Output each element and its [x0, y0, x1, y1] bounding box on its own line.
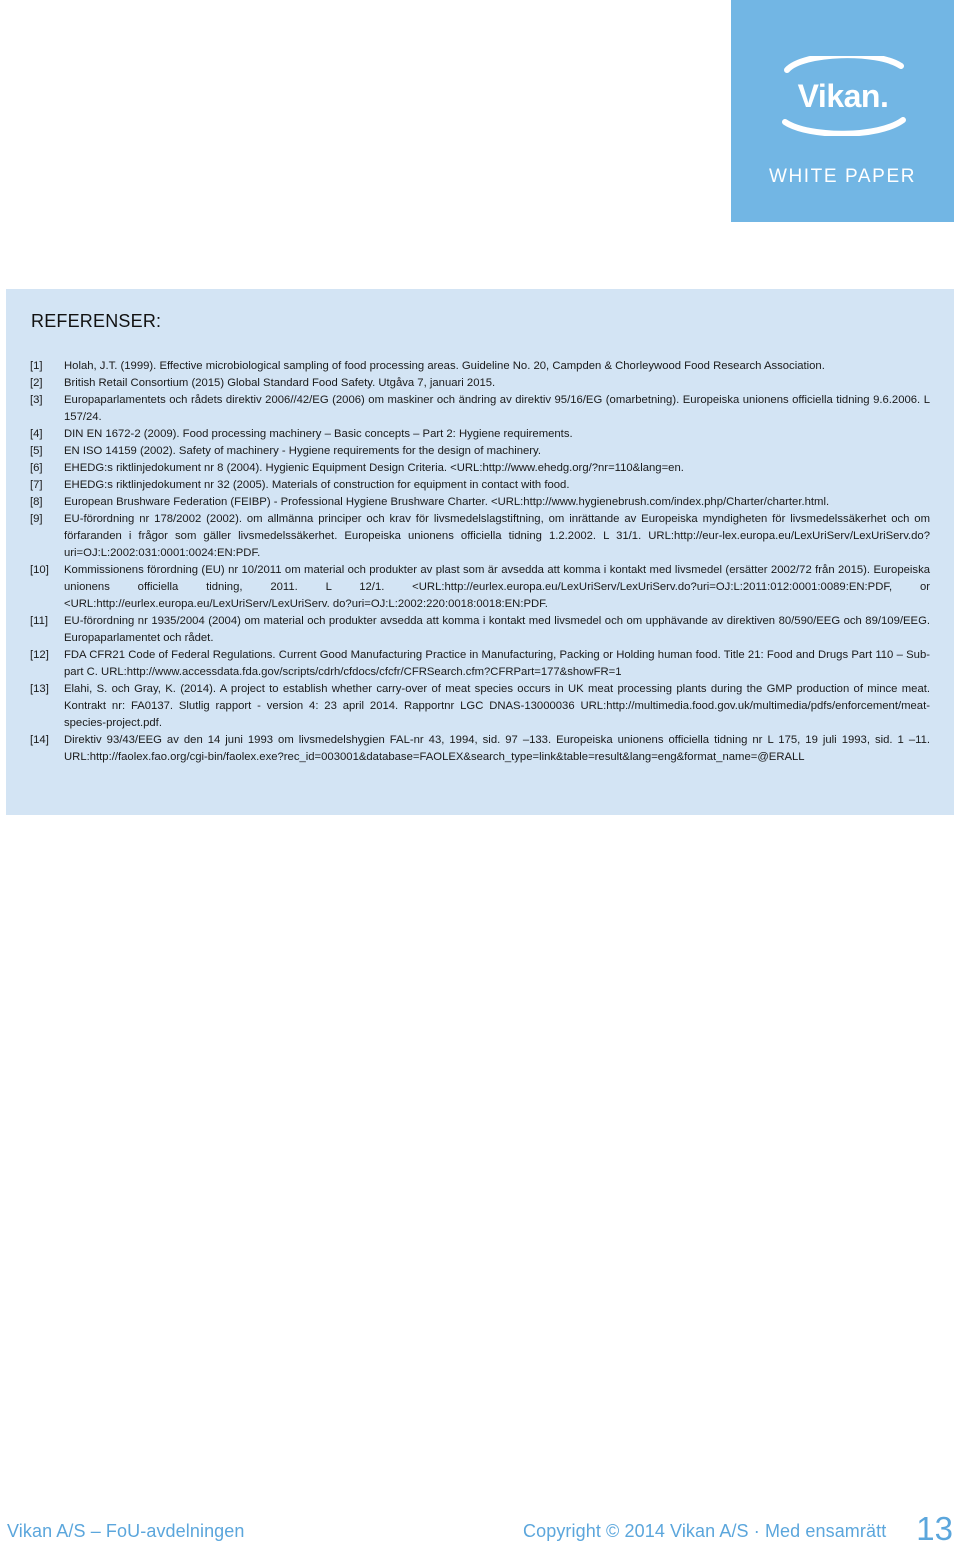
reference-number: [14]: [30, 734, 49, 746]
reference-text: Holah, J.T. (1999). Effective microbiological sampling of food processing areas. Guideline No. 20, Campden & Chorleywood Food Research Association.: [64, 360, 825, 372]
footer-copyright: Copyright © 2014 Vikan A/S · Med ensamrätt: [523, 1521, 887, 1541]
reference-item: [30, 494, 930, 511]
footer-company: Vikan A/S – FoU-avdelningen: [7, 1521, 245, 1541]
reference-item: [30, 426, 930, 443]
reference-item: [30, 732, 930, 766]
brand-subtitle: WHITE PAPER: [768, 166, 917, 187]
reference-number: [5]: [30, 445, 43, 457]
reference-number: [10]: [30, 564, 49, 576]
reference-number: [6]: [30, 462, 43, 474]
reference-item: [30, 375, 930, 392]
reference-number: [1]: [30, 360, 43, 372]
reference-text: Europaparlamentets och rådets direktiv 2006//42/EG (2006) om maskiner och ändring av direktiv 95/16/EG (omarbetning). Europeiska unionens officiella tidning 9.6.2006. L 157/24.: [64, 394, 930, 423]
reference-text: British Retail Consortium (2015) Global Standard Food Safety. Utgåva 7, januari 2015.: [64, 377, 496, 389]
page-number: 13: [916, 1510, 953, 1547]
reference-number: [3]: [30, 394, 43, 406]
reference-item: [30, 392, 930, 426]
brand-block: [731, 0, 954, 222]
reference-item: [30, 477, 930, 494]
reference-item: [30, 613, 930, 647]
references-list: [30, 358, 930, 766]
reference-item: [30, 647, 930, 681]
reference-number: [2]: [30, 377, 43, 389]
reference-number: [11]: [30, 615, 49, 627]
reference-number: [8]: [30, 496, 43, 508]
vikan-logo-icon: [769, 56, 917, 136]
reference-item: [30, 511, 930, 562]
reference-text: Direktiv 93/43/EEG av den 14 juni 1993 om livsmedelshygien FAL-nr 43, 1994, sid. 97 –133. Europeiska unionens officiella tidning nr L 175, 19 juli 1993, sid. 1 –11. URL:http://faolex.fao.org/cgi-bin/faolex.exe?rec_id=003001&database=FAOLEX&search_type=link&table=result&lang=eng&format_name=@ERALL: [64, 734, 930, 763]
references-panel: [6, 289, 954, 815]
reference-text: EN ISO 14159 (2002). Safety of machinery - Hygiene requirements for the design of machinery.: [64, 445, 542, 457]
reference-text: EU-förordning nr 178/2002 (2002). om allmänna principer och krav för livsmedelslagstiftning, om inrättande av Europeiska myndigheten för livsmedelssäkerhet och om förfaranden i frågor som gäller livsmedelssäkerhet. Europeiska unionens officiella tidning 1.2.2002. L 31/1. URL:http://eur-lex.europa.eu/LexUriServ/LexUriServ.do?uri=OJ:L:2002:031:0001:0024:EN:PDF.: [64, 513, 930, 559]
reference-number: [13]: [30, 683, 49, 695]
logo-text: Vikan.: [797, 78, 889, 114]
reference-number: [12]: [30, 649, 49, 661]
reference-text: EHEDG:s riktlinjedokument nr 8 (2004). Hygienic Equipment Design Criteria. <URL:http://www.ehedg.org/?nr=110&lang=en.: [64, 462, 684, 474]
reference-number: [4]: [30, 428, 43, 440]
reference-text: EU-förordning nr 1935/2004 (2004) om material och produkter avsedda att komma i kontakt med livsmedel och om upphävande av direktiven 80/590/EEG och 89/109/EEG. Europaparlamentet och rådet.: [64, 615, 930, 644]
reference-text: EHEDG:s riktlinjedokument nr 32 (2005). Materials of construction for equipment in contact with food.: [64, 479, 570, 491]
reference-number: [9]: [30, 513, 43, 525]
reference-text: DIN EN 1672-2 (2009). Food processing machinery – Basic concepts – Part 2: Hygiene requirements.: [64, 428, 573, 440]
references-title: REFERENSER:: [31, 311, 162, 331]
reference-item: [30, 562, 930, 613]
reference-text: FDA CFR21 Code of Federal Regulations. Current Good Manufacturing Practice in Manufacturing, Packing or Holding human food. Title 21: Food and Drugs Part 110 – Sub-part C. URL:http://www.accessdata.fda.gov/scripts/cdrh/cfdocs/cfcfr/CFRSearch.cfm?CFRPart=177&showFR=1: [64, 649, 930, 678]
reference-item: [30, 681, 930, 732]
reference-text: European Brushware Federation (FEIBP) - Professional Hygiene Brushware Charter. <URL:http://www.hygienebrush.com/index.php/Charter/charter.html.: [64, 496, 830, 508]
reference-text: Elahi, S. och Gray, K. (2014). A project to establish whether carry-over of meat species occurs in UK meat processing plants during the GMP production of mince meat. Kontrakt nr: FA0137. Slutlig rapport - version 4: 23 april 2014. Rapportnr LGC DNAS-13000036 URL:http://multimedia.food.gov.uk/multimedia/pdfs/enforcement/meat-species-project.pdf.: [64, 683, 930, 729]
reference-number: [7]: [30, 479, 43, 491]
reference-item: [30, 443, 930, 460]
reference-text: Kommissionens förordning (EU) nr 10/2011 om material och produkter av plast som är avsedda att komma i kontakt med livsmedel (ersätter 2002/72 från 2015). Europeiska unionens officiella tidning, 2011. L 12/1. <URL:http://eurlex.europa.eu/LexUriServ/LexUriServ.do?uri=OJ:L:2011:012:0001:0089:EN:PDF, or <URL:http://eurlex.europa.eu/LexUriServ/LexUriServ. do?uri=OJ:L:2002:220:0018:0018:EN:PDF.: [64, 564, 930, 610]
reference-item: [30, 358, 930, 375]
reference-item: [30, 460, 930, 477]
